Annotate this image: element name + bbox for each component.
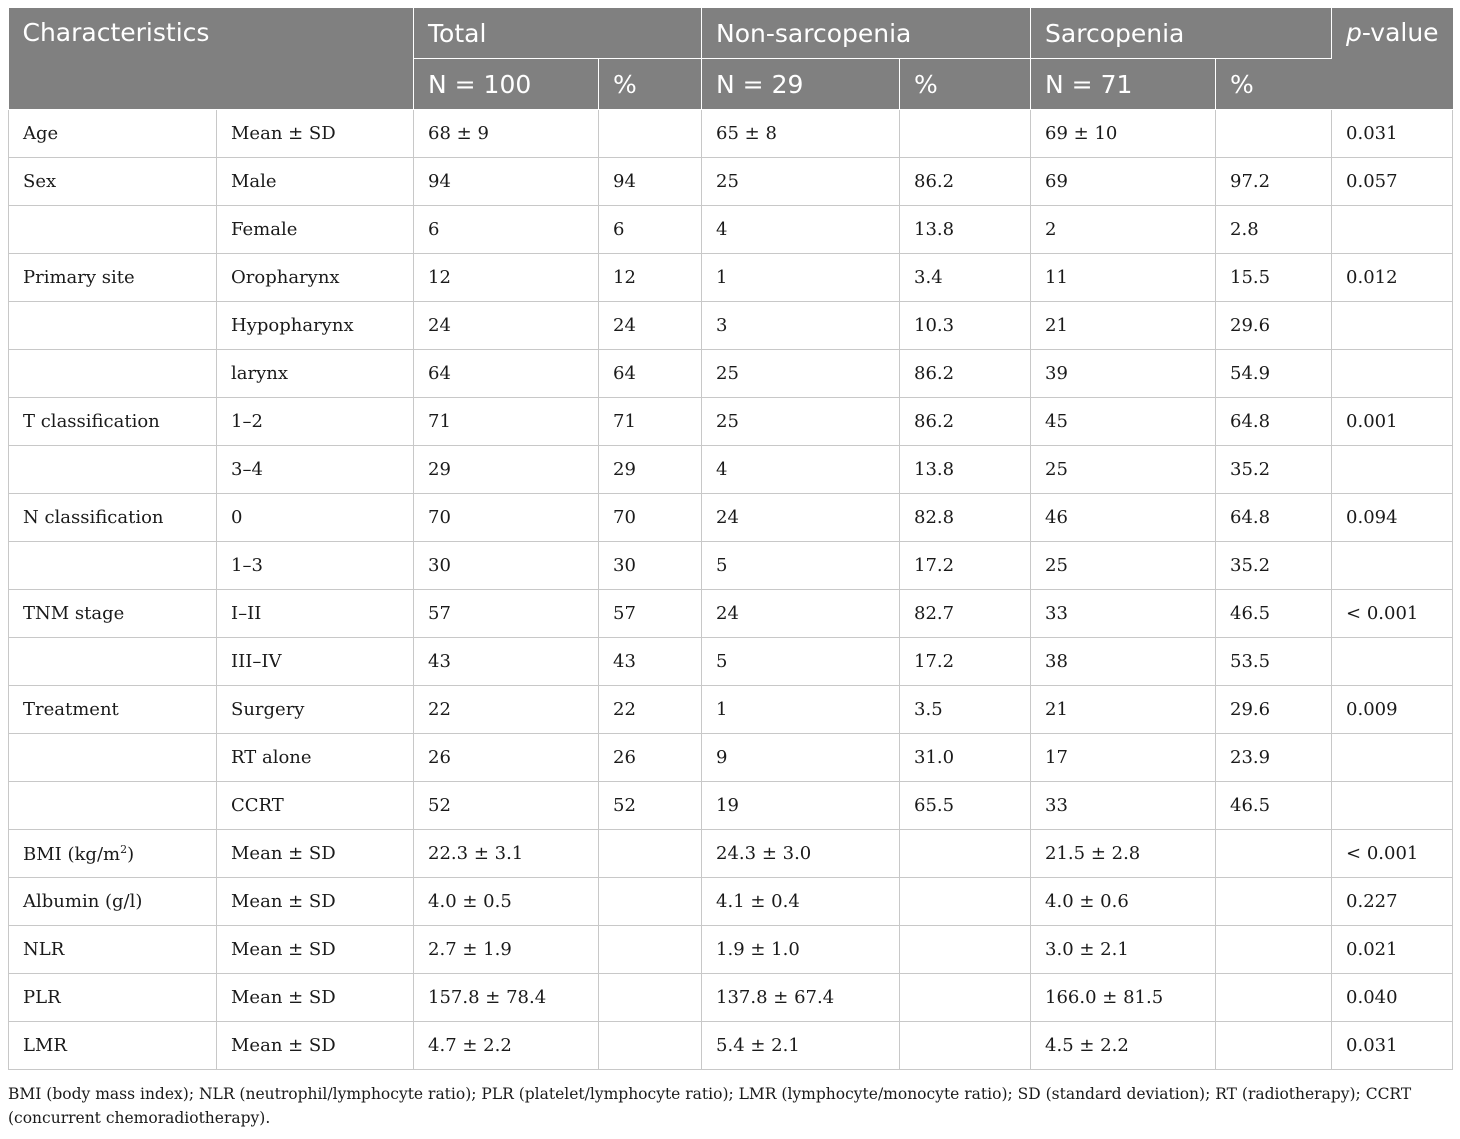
table-cell: 1 [702,254,900,302]
table-cell: 17 [1031,734,1216,782]
table-row [9,782,1453,830]
table-cell: Surgery [217,686,414,734]
table-cell: 0.009 [1332,686,1453,734]
header-characteristics: Characteristics [9,8,414,110]
table-cell [1332,638,1453,686]
table-cell [9,446,217,494]
table-row [9,446,1453,494]
table-cell: Primary site [9,254,217,302]
table-cell: 5 [702,638,900,686]
table-cell: 0 [217,494,414,542]
table-cell: 82.7 [900,590,1031,638]
table-cell: 71 [414,398,599,446]
table-row [9,254,1453,302]
table-cell: 70 [599,494,702,542]
characteristics-table [8,8,1453,1070]
table-cell: 65 ± 8 [702,110,900,158]
table-cell [900,110,1031,158]
table-cell: 25 [702,158,900,206]
table-cell [1332,734,1453,782]
table-cell: 21 [1031,302,1216,350]
table-cell: 3 [702,302,900,350]
table-cell: 22 [599,686,702,734]
table-cell: 97.2 [1216,158,1332,206]
table-cell: 0.031 [1332,110,1453,158]
header-sarcopenia: Sarcopenia [1031,8,1332,59]
table-cell: 86.2 [900,398,1031,446]
table-cell [1332,446,1453,494]
table-cell: 82.8 [900,494,1031,542]
table-cell: Male [217,158,414,206]
table-body [9,110,1453,1070]
table-cell: 24 [702,494,900,542]
table-row [9,878,1453,926]
table-cell: III–IV [217,638,414,686]
table-cell [599,926,702,974]
table-cell: 22.3 ± 3.1 [414,830,599,878]
table-cell: Hypopharynx [217,302,414,350]
table-row [9,542,1453,590]
table-cell: 29 [599,446,702,494]
table-cell: 64 [599,350,702,398]
table-cell: 29 [414,446,599,494]
table-cell: 4.7 ± 2.2 [414,1022,599,1070]
table-cell [599,830,702,878]
table-cell: 57 [414,590,599,638]
table-cell [9,350,217,398]
table-cell: 3–4 [217,446,414,494]
table-cell: 23.9 [1216,734,1332,782]
table-cell: 24 [599,302,702,350]
table-row [9,110,1453,158]
table-cell: 64 [414,350,599,398]
table-cell [1216,1022,1332,1070]
table-cell: 13.8 [900,446,1031,494]
table-row [9,590,1453,638]
table-cell: 43 [599,638,702,686]
table-cell: 29.6 [1216,686,1332,734]
table-cell: PLR [9,974,217,1022]
table-cell: 0.012 [1332,254,1453,302]
header-sarc-n: N = 71 [1031,59,1216,110]
bmi-label-sup: 2 [120,842,128,856]
table-cell: 9 [702,734,900,782]
table-cell: 53.5 [1216,638,1332,686]
table-cell [900,1022,1031,1070]
table-cell: Sex [9,158,217,206]
table-cell: 65.5 [900,782,1031,830]
table-cell [900,974,1031,1022]
table-cell: 45 [1031,398,1216,446]
table-cell: 0.094 [1332,494,1453,542]
table-cell: 15.5 [1216,254,1332,302]
table-cell [1216,878,1332,926]
table-cell: 25 [702,398,900,446]
table-cell [900,926,1031,974]
table-cell: 4.1 ± 0.4 [702,878,900,926]
table-cell [1216,926,1332,974]
table-cell: 166.0 ± 81.5 [1031,974,1216,1022]
table-cell [599,974,702,1022]
table-cell: 94 [599,158,702,206]
table-cell: 25 [1031,446,1216,494]
table-cell [1216,830,1332,878]
header-p-italic: p [1346,18,1362,47]
table-cell: 10.3 [900,302,1031,350]
table-cell: 4.0 ± 0.6 [1031,878,1216,926]
table-cell: 33 [1031,782,1216,830]
table-cell: 0.057 [1332,158,1453,206]
table-cell: TNM stage [9,590,217,638]
table-cell [1332,302,1453,350]
table-row [9,926,1453,974]
table-cell: < 0.001 [1332,590,1453,638]
table-cell: NLR [9,926,217,974]
table-row [9,158,1453,206]
table-cell: 46.5 [1216,782,1332,830]
table-cell: 0.021 [1332,926,1453,974]
table-cell: Mean ± SD [217,830,414,878]
table-cell: 64.8 [1216,494,1332,542]
table-cell: 2.8 [1216,206,1332,254]
table-cell: 17.2 [900,542,1031,590]
table-cell [1332,782,1453,830]
table-cell: 30 [599,542,702,590]
table-cell: 68 ± 9 [414,110,599,158]
header-total-n: N = 100 [414,59,599,110]
table-cell: 25 [1031,542,1216,590]
table-cell: 86.2 [900,158,1031,206]
footnote: BMI (body mass index); NLR (neutrophil/lymphocyte ratio); PLR (platelet/lymphocyte ratio); LMR (lymphocyte/monocyte ratio); SD (standard deviation); RT (radiotherapy); CCRT (concurrent chemoradiotherapy). [8,1085,1412,1127]
table-cell: 4.5 ± 2.2 [1031,1022,1216,1070]
table-cell: 157.8 ± 78.4 [414,974,599,1022]
table-cell: Age [9,110,217,158]
table-row [9,494,1453,542]
table-cell: 12 [599,254,702,302]
table-cell: RT alone [217,734,414,782]
table-cell: T classification [9,398,217,446]
table-cell: 86.2 [900,350,1031,398]
header-total: Total [414,8,702,59]
header-p-value [1332,8,1453,110]
table-row [9,974,1453,1022]
table-cell: 52 [414,782,599,830]
table-cell: 1–3 [217,542,414,590]
table-cell: 31.0 [900,734,1031,782]
table-cell: 30 [414,542,599,590]
table-cell: 4.0 ± 0.5 [414,878,599,926]
table-cell: Treatment [9,686,217,734]
table-cell [9,734,217,782]
table-cell: 0.040 [1332,974,1453,1022]
table-cell [900,830,1031,878]
table-cell: 38 [1031,638,1216,686]
table-cell [9,638,217,686]
table-cell: 1.9 ± 1.0 [702,926,900,974]
table-cell: Oropharynx [217,254,414,302]
header-non-n: N = 29 [702,59,900,110]
table-row [9,686,1453,734]
table-cell [9,302,217,350]
table-cell: < 0.001 [1332,830,1453,878]
table-cell: 3.0 ± 2.1 [1031,926,1216,974]
table-cell: Female [217,206,414,254]
table-cell: 0.031 [1332,1022,1453,1070]
table-row [9,350,1453,398]
table-cell: 5 [702,542,900,590]
table-cell: 46.5 [1216,590,1332,638]
table-cell: 12 [414,254,599,302]
table-cell: CCRT [217,782,414,830]
table-cell: 3.5 [900,686,1031,734]
table-cell: 11 [1031,254,1216,302]
bmi-label-main: BMI (kg/m [23,843,121,865]
table-cell [1216,974,1332,1022]
table-cell: 0.227 [1332,878,1453,926]
header-p-rest: -value [1361,18,1439,47]
table-cell: 21 [1031,686,1216,734]
table-cell: 70 [414,494,599,542]
table-cell: 35.2 [1216,446,1332,494]
table-cell: Mean ± SD [217,926,414,974]
table-cell: 6 [599,206,702,254]
table-cell [1216,110,1332,158]
table-cell: Mean ± SD [217,878,414,926]
table-cell: 22 [414,686,599,734]
table-cell: 46 [1031,494,1216,542]
table-cell: LMR [9,1022,217,1070]
table-cell: 24 [414,302,599,350]
table-cell [9,206,217,254]
table-cell: 1 [702,686,900,734]
table-cell: 71 [599,398,702,446]
table-cell [9,542,217,590]
table-cell [1332,350,1453,398]
table-cell: 137.8 ± 67.4 [702,974,900,1022]
table-cell: N classification [9,494,217,542]
table-cell: 29.6 [1216,302,1332,350]
table-cell: 4 [702,446,900,494]
table-cell [9,782,217,830]
table-cell: 94 [414,158,599,206]
table-cell: 64.8 [1216,398,1332,446]
table-cell: 39 [1031,350,1216,398]
table-cell: 0.001 [1332,398,1453,446]
table-cell [599,878,702,926]
table-cell [599,110,702,158]
table-cell: 33 [1031,590,1216,638]
header-sarc-pct: % [1216,59,1332,110]
table-cell: larynx [217,350,414,398]
header-total-pct: % [599,59,702,110]
bmi-label-end: ) [127,843,135,865]
table-cell: 26 [599,734,702,782]
table-cell [9,830,217,878]
table-cell [900,878,1031,926]
table-row [9,206,1453,254]
table-cell: 26 [414,734,599,782]
table-cell: Albumin (g/l) [9,878,217,926]
table-cell: Mean ± SD [217,974,414,1022]
header-row-1 [9,8,1453,59]
table-cell: 2 [1031,206,1216,254]
table-cell: 6 [414,206,599,254]
table-cell: 57 [599,590,702,638]
table-cell: 2.7 ± 1.9 [414,926,599,974]
table-cell [1332,542,1453,590]
table-cell: Mean ± SD [217,1022,414,1070]
table-cell: 54.9 [1216,350,1332,398]
table-cell: 52 [599,782,702,830]
header-non-pct: % [900,59,1031,110]
table-row [9,830,1453,878]
table-row [9,638,1453,686]
table-cell: 24.3 ± 3.0 [702,830,900,878]
table-cell: 5.4 ± 2.1 [702,1022,900,1070]
table-cell: 19 [702,782,900,830]
table-cell: 4 [702,206,900,254]
table-cell [1332,206,1453,254]
table-row [9,302,1453,350]
table-row [9,398,1453,446]
table-row [9,1022,1453,1070]
table-cell: 13.8 [900,206,1031,254]
table-cell: 17.2 [900,638,1031,686]
table-cell: I–II [217,590,414,638]
table-cell [599,1022,702,1070]
header-non-sarcopenia: Non-sarcopenia [702,8,1031,59]
table-cell: 3.4 [900,254,1031,302]
table-cell: 1–2 [217,398,414,446]
table-cell: 25 [702,350,900,398]
table-row [9,734,1453,782]
table-cell: 21.5 ± 2.8 [1031,830,1216,878]
table-cell: 43 [414,638,599,686]
table-cell: Mean ± SD [217,110,414,158]
table-cell: 24 [702,590,900,638]
table-cell: 69 [1031,158,1216,206]
table-cell: 69 ± 10 [1031,110,1216,158]
table-cell: 35.2 [1216,542,1332,590]
